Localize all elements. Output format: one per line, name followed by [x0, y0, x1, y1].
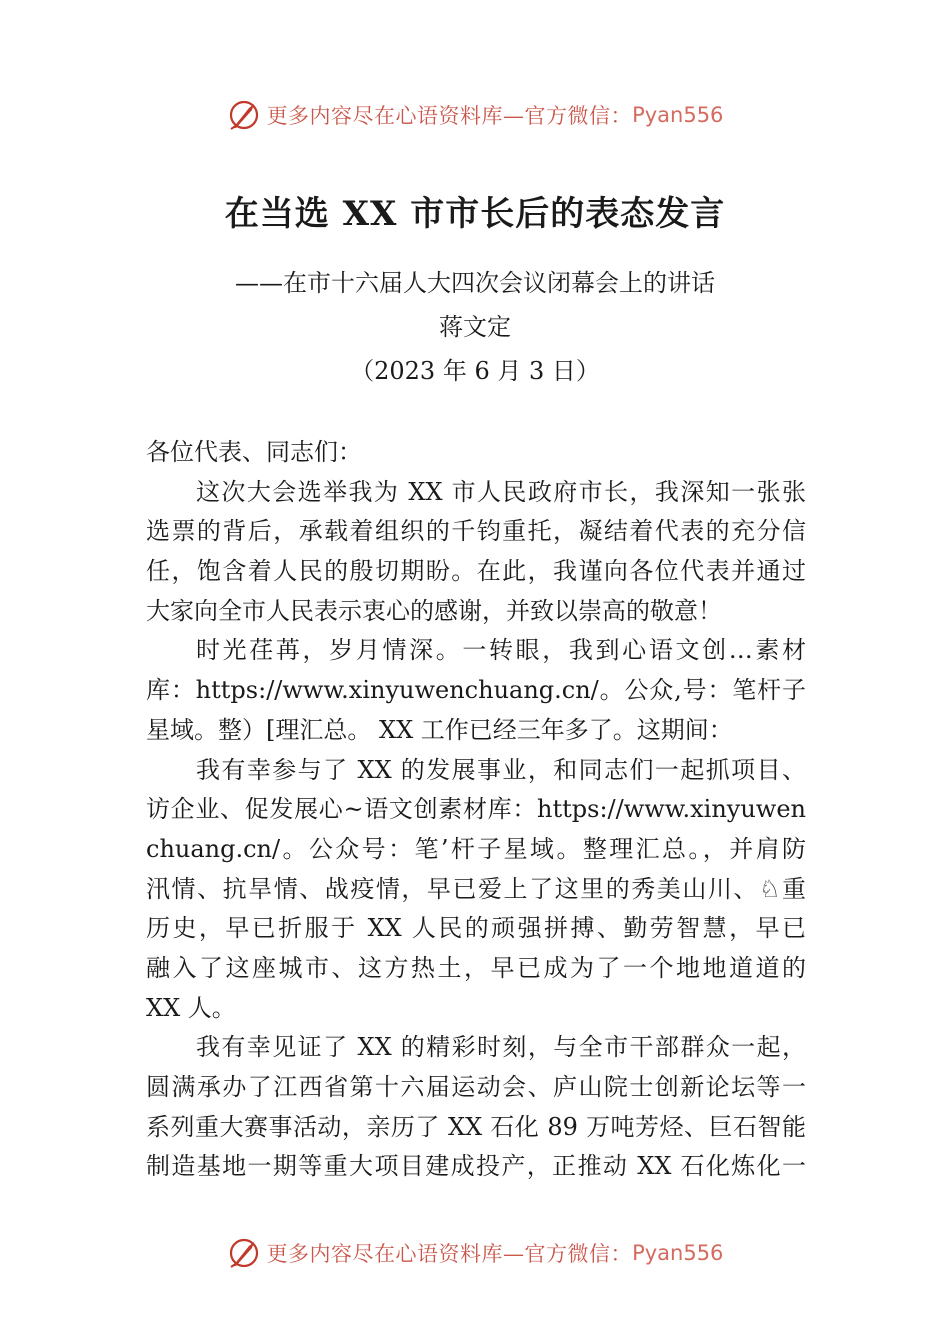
body-line: 库：https://www.xinyuwenchuang.cn/。公众,号：笔杆子 [146, 676, 806, 705]
body-line: 制造基地一期等重大项目建成投产，正推动 XX 石化炼化一 [146, 1152, 806, 1181]
body-line: 大家向全市人民表示衷心的感谢，并致以崇高的敬意！ [146, 596, 722, 625]
body-line: 各位代表、同志们： [146, 438, 362, 466]
body-line: 访企业、促发展心~语文创素材库：https://www.xinyuwen [146, 795, 806, 824]
document-subtitle: ——在市十六届人大四次会议闭幕会上的讲话 [235, 269, 715, 297]
watermark-wechat-id: Pyan556 [632, 1241, 724, 1265]
document-body [146, 433, 806, 1187]
quill-pen-circle-icon [227, 98, 261, 132]
body-line: 任，饱含着人民的殷切期盼。在此，我谨向各位代表并通过 [146, 557, 806, 586]
body-line: 我有幸参与了 XX 的发展事业，和同志们一起抓项目、 [196, 755, 806, 784]
body-line: 汛情、抗旱情、战疫情，早已爱上了这里的秀美山川、♘重 [146, 874, 806, 903]
body-line: 时光荏苒，岁月情深。一转眼，我到心语文创…素材 [196, 636, 806, 665]
body-line: 圆满承办了江西省第十六届运动会、庐山院士创新论坛等一 [146, 1073, 806, 1101]
body-line: 选票的背后，承载着组织的千钧重托，凝结着代表的充分信 [146, 517, 806, 546]
body-line: 这次大会选举我为 XX 市人民政府市长，我深知一张张 [196, 477, 806, 506]
body-line: chuang.cn/。公众号：笔’杆子星域。整理汇总。，并肩防 [146, 834, 806, 863]
watermark-banner-top [0, 95, 950, 135]
watermark-banner-bottom [0, 1233, 950, 1273]
watermark-text: 更多内容尽在心语资料库—官方微信： [266, 1242, 633, 1266]
body-line: 系列重大赛事活动，亲历了 XX 石化 89 万吨芳烃、巨石智能 [146, 1112, 806, 1141]
document-author: 蒋文定 [439, 313, 511, 341]
watermark-wechat-id: Pyan556 [632, 103, 724, 127]
body-line: 融入了这座城市、这方热土，早已成为了一个地地道道的 [146, 953, 806, 982]
body-line: 历史，早已折服于 XX 人民的顽强拼搏、勤劳智慧，早已 [146, 914, 806, 943]
document-title: 在当选 XX 市市长后的表态发言 [224, 194, 726, 234]
document-date: （2023 年 6 月 3 日） [350, 357, 600, 385]
watermark-text: 更多内容尽在心语资料库—官方微信： [266, 104, 633, 128]
body-line: 星域。整）[理汇总。 XX 工作已经三年多了。这期间： [146, 715, 733, 744]
body-line: 我有幸见证了 XX 的精彩时刻，与全市干部群众一起， [196, 1033, 806, 1062]
body-line: XX 人。 [146, 993, 236, 1022]
quill-pen-circle-icon [227, 1236, 261, 1270]
